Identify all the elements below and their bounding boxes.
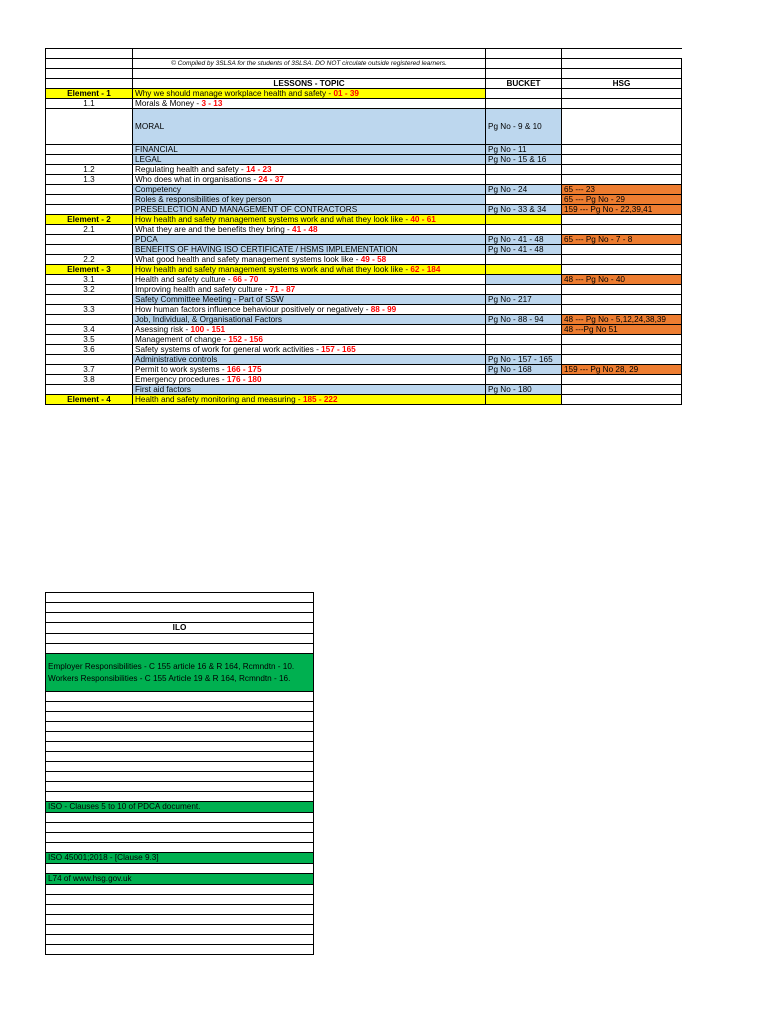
table-row [46,813,314,823]
topic-text: LEGAL [135,155,162,164]
lesson-topic [133,145,486,155]
row-number: 3.1 [46,275,133,285]
lesson-topic [133,395,486,405]
table-row [46,99,682,109]
lesson-topic [133,265,486,275]
hsg-cell [562,385,682,395]
table-row [46,792,314,802]
lesson-topic [133,195,486,205]
lesson-topic [133,365,486,375]
ilo-table [45,592,314,955]
hsg-cell [562,89,682,99]
table-row [46,702,314,712]
hsg-cell [562,215,682,225]
bucket-cell: Pg No - 33 & 34 [486,205,562,215]
bucket-cell [486,89,562,99]
topic-text: Safety systems of work for general work activities - [135,345,322,354]
topic-text: BENEFITS OF HAVING ISO CERTIFICATE / HSMS IMPLEMENTATION [135,245,398,254]
table-row [46,762,314,772]
lesson-topic [133,175,486,185]
lesson-topic [133,185,486,195]
hsg-cell [562,99,682,109]
bucket-cell: Pg No - 168 [486,365,562,375]
table-row [46,722,314,732]
hsg-cell: 48 --- Pg No - 5,12,24,38,39 [562,315,682,325]
page-range: 100 - 151 [190,325,226,334]
topic-text: PDCA [135,235,158,244]
table-row [46,864,314,874]
row-number: 1.2 [46,165,133,175]
row-number: Element - 4 [46,395,133,405]
row-number [46,295,133,305]
table-row [46,742,314,752]
lesson-topic [133,275,486,285]
row-number [46,355,133,365]
row-number: 2.1 [46,225,133,235]
table-row [46,69,682,79]
table-row [46,165,682,175]
copyright-note: © Compiled by 3SLSA for the students of 3SLSA. DO NOT circulate outside registered learners. [133,59,486,69]
row-number: 3.2 [46,285,133,295]
table-row [46,925,314,935]
page-range: 49 - 58 [360,255,387,264]
hsg-cell [562,395,682,405]
table-row [46,752,314,762]
table-row [46,185,682,195]
ilo-header: ILO [46,623,314,634]
page-range: 152 - 156 [228,335,263,344]
iso-pdca-cell: ISO - Clauses 5 to 10 of PDCA document. [46,802,314,813]
page-range: 62 - 184 [410,265,441,274]
lesson-topic [133,155,486,165]
row-number [46,245,133,255]
topic-text: What they are and the benefits they bring - [135,225,293,234]
page-range: 88 - 99 [370,305,397,314]
bucket-cell: Pg No - 88 - 94 [486,315,562,325]
page-range: 14 - 23 [246,165,272,174]
bucket-cell [486,375,562,385]
row-number [46,155,133,165]
hsg-cell [562,165,682,175]
bucket-cell [486,285,562,295]
lesson-topic [133,109,486,145]
topic-text: How human factors influence behaviour positively or negatively - [135,305,371,314]
row-number: 3.3 [46,305,133,315]
bucket-cell [486,275,562,285]
table-row [46,843,314,853]
row-number [46,109,133,145]
table-row [46,945,314,955]
page-range: 185 - 222 [302,395,338,404]
table-row [46,305,682,315]
table-row [46,802,314,813]
table-row [46,285,682,295]
table-row [46,245,682,255]
hsg-cell [562,145,682,155]
topic-text: Improving health and safety culture - [135,285,270,294]
lesson-topic [133,295,486,305]
bucket-cell [486,225,562,235]
lesson-topic [133,255,486,265]
topic-text: Why we should manage workplace health and safety - [135,89,334,98]
topic-text: Morals & Money - [135,99,202,108]
topic-text: MORAL [135,122,165,131]
bucket-cell: Pg No - 41 - 48 [486,235,562,245]
page-range: 166 - 175 [226,365,262,374]
lesson-topic [133,225,486,235]
hsg-cell [562,225,682,235]
row-number: Element - 3 [46,265,133,275]
row-number [46,205,133,215]
table-row [46,833,314,843]
table-row [46,155,682,165]
lesson-topic [133,235,486,245]
row-number: 3.7 [46,365,133,375]
table-row [46,385,682,395]
table-row [46,823,314,833]
table-row [46,89,682,99]
bucket-cell [486,195,562,205]
topic-text: Asessing risk - [135,325,191,334]
row-number: 3.4 [46,325,133,335]
table-row [46,59,682,69]
lesson-topic [133,305,486,315]
row-number: 3.8 [46,375,133,385]
page-range: 01 - 39 [333,89,359,98]
table-row [46,634,314,644]
hsg-cell [562,295,682,305]
bucket-cell: Pg No - 11 [486,145,562,155]
iso-45001-cell: ISO 45001;2018 - [Clause 9.3] [46,853,314,864]
table-row [46,853,314,864]
table-row [46,375,682,385]
row-number [46,145,133,155]
bucket-cell [486,265,562,275]
table-row [46,205,682,215]
lesson-topic [133,315,486,325]
table-row [46,109,682,145]
topic-text: What good health and safety management systems look like - [135,255,361,264]
table-row [46,915,314,925]
lesson-topic [133,285,486,295]
lesson-topic [133,245,486,255]
page-range: 41 - 48 [292,225,318,234]
table-row [46,782,314,792]
table-row [46,355,682,365]
table-row [46,712,314,722]
hsg-cell [562,265,682,275]
hsg-cell [562,155,682,165]
table-row [46,49,682,59]
row-number: 3.6 [46,345,133,355]
hsg-cell: 159 --- Pg No - 22,39,41 [562,205,682,215]
hsg-cell [562,355,682,365]
hsg-header: HSG [562,79,682,89]
hsg-cell [562,345,682,355]
table-row [46,225,682,235]
topic-text: Safety Committee Meeting - Part of SSW [135,295,284,304]
table-row [46,325,682,335]
table-row [46,195,682,205]
bucket-header: BUCKET [486,79,562,89]
hsg-cell: 159 --- Pg No 28, 29 [562,365,682,375]
hsg-cell [562,285,682,295]
bucket-cell [486,395,562,405]
l74-cell: L74 of www.hsg.gov.uk [46,874,314,885]
page-range: 176 - 180 [226,375,262,384]
table-row [46,603,314,613]
table-row [46,345,682,355]
table-row [46,732,314,742]
topic-text: Health and safety culture - [135,275,233,284]
hsg-cell [562,109,682,145]
bucket-cell [486,255,562,265]
table-row [46,654,314,692]
topic-text: Administrative controls [135,355,218,364]
table-row [46,265,682,275]
lesson-topic [133,335,486,345]
lesson-topic [133,205,486,215]
bucket-cell: Pg No - 41 - 48 [486,245,562,255]
topic-text: Management of change - [135,335,229,344]
topic-text: Permit to work systems - [135,365,227,374]
topic-text: How health and safety management systems work and what they look like - [135,265,411,274]
header-row [46,623,314,634]
bucket-cell: Pg No - 24 [486,185,562,195]
page-range: 71 - 87 [269,285,296,294]
bucket-cell [486,345,562,355]
hsg-cell: 48 ---Pg No 51 [562,325,682,335]
table-row [46,395,682,405]
row-number [46,235,133,245]
table-row [46,613,314,623]
lesson-topic [133,345,486,355]
row-number [46,195,133,205]
lesson-topic [133,355,486,365]
table-row [46,295,682,305]
topic-text: First aid factors [135,385,191,394]
table-row [46,175,682,185]
table-row [46,644,314,654]
hsg-cell [562,255,682,265]
lesson-topic [133,325,486,335]
bucket-cell: Pg No - 157 - 165 [486,355,562,365]
page-range: 40 - 61 [410,215,436,224]
page-range: 66 - 70 [232,275,259,284]
page-range: 3 - 13 [201,99,223,108]
bucket-cell [486,165,562,175]
hsg-cell [562,245,682,255]
topic-text: Health and safety monitoring and measuring - [135,395,303,404]
table-row [46,895,314,905]
bucket-cell [486,335,562,345]
lesson-topic [133,385,486,395]
row-number: Element - 1 [46,89,133,99]
bucket-cell: Pg No - 9 & 10 [486,109,562,145]
table-row [46,365,682,375]
topic-text: Emergency procedures - [135,375,227,384]
hsg-cell: 48 --- Pg No - 40 [562,275,682,285]
hsg-cell [562,335,682,345]
hsg-cell: 65 --- Pg No - 7 - 8 [562,235,682,245]
hsg-cell [562,175,682,185]
lessons-table [45,48,682,405]
hsg-cell [562,305,682,315]
table-row [46,593,314,603]
row-number: 1.3 [46,175,133,185]
hsg-cell: 65 --- 23 [562,185,682,195]
page-range: 24 - 37 [258,175,284,184]
topic-text: PRESELECTION AND MANAGEMENT OF CONTRACTORS [135,205,358,214]
page-range: 157 - 165 [321,345,356,354]
lesson-topic [133,215,486,225]
row-number: 3.5 [46,335,133,345]
table-row [46,255,682,265]
table-row [46,215,682,225]
bucket-cell: Pg No - 180 [486,385,562,395]
row-number [46,315,133,325]
table-row [46,885,314,895]
table-row [46,935,314,945]
table-row [46,772,314,782]
table-row [46,692,314,702]
row-number: 2.2 [46,255,133,265]
topic-text: How health and safety management systems work and what they look like - [135,215,411,224]
bucket-cell: Pg No - 15 & 16 [486,155,562,165]
bucket-cell: Pg No - 217 [486,295,562,305]
lesson-topic [133,375,486,385]
bucket-cell [486,325,562,335]
topic-text: FINANCIAL [135,145,178,154]
table-row [46,275,682,285]
table-row [46,335,682,345]
topic-text: Who does what in organisations - [135,175,259,184]
table-row [46,235,682,245]
bucket-cell [486,215,562,225]
bucket-cell [486,99,562,109]
topic-text: Roles & responsibilities of key person [135,195,272,204]
table-row [46,905,314,915]
bucket-cell [486,175,562,185]
lesson-topic [133,165,486,175]
topic-text: Competency [135,185,181,194]
bucket-cell [486,305,562,315]
hsg-cell: 65 --- Pg No - 29 [562,195,682,205]
table-row [46,145,682,155]
lessons-topic-header: LESSONS - TOPIC [133,79,486,89]
hsg-cell [562,375,682,385]
lesson-topic [133,99,486,109]
header-row [46,79,682,89]
row-number [46,185,133,195]
topic-text: Job, Individual, & Organisational Factors [135,315,282,324]
table-row [46,315,682,325]
topic-text: Regulating health and safety - [135,165,247,174]
row-number: Element - 2 [46,215,133,225]
lesson-topic [133,89,486,99]
employer-responsibilities-cell: Employer Responsibilities - C 155 article 16 & R 164, Rcmndtn - 10. Workers Responsibilities - C 155 Article 19 & R 164, Rcmndtn - 16. [46,654,314,692]
row-number [46,385,133,395]
row-number: 1.1 [46,99,133,109]
table-row [46,874,314,885]
